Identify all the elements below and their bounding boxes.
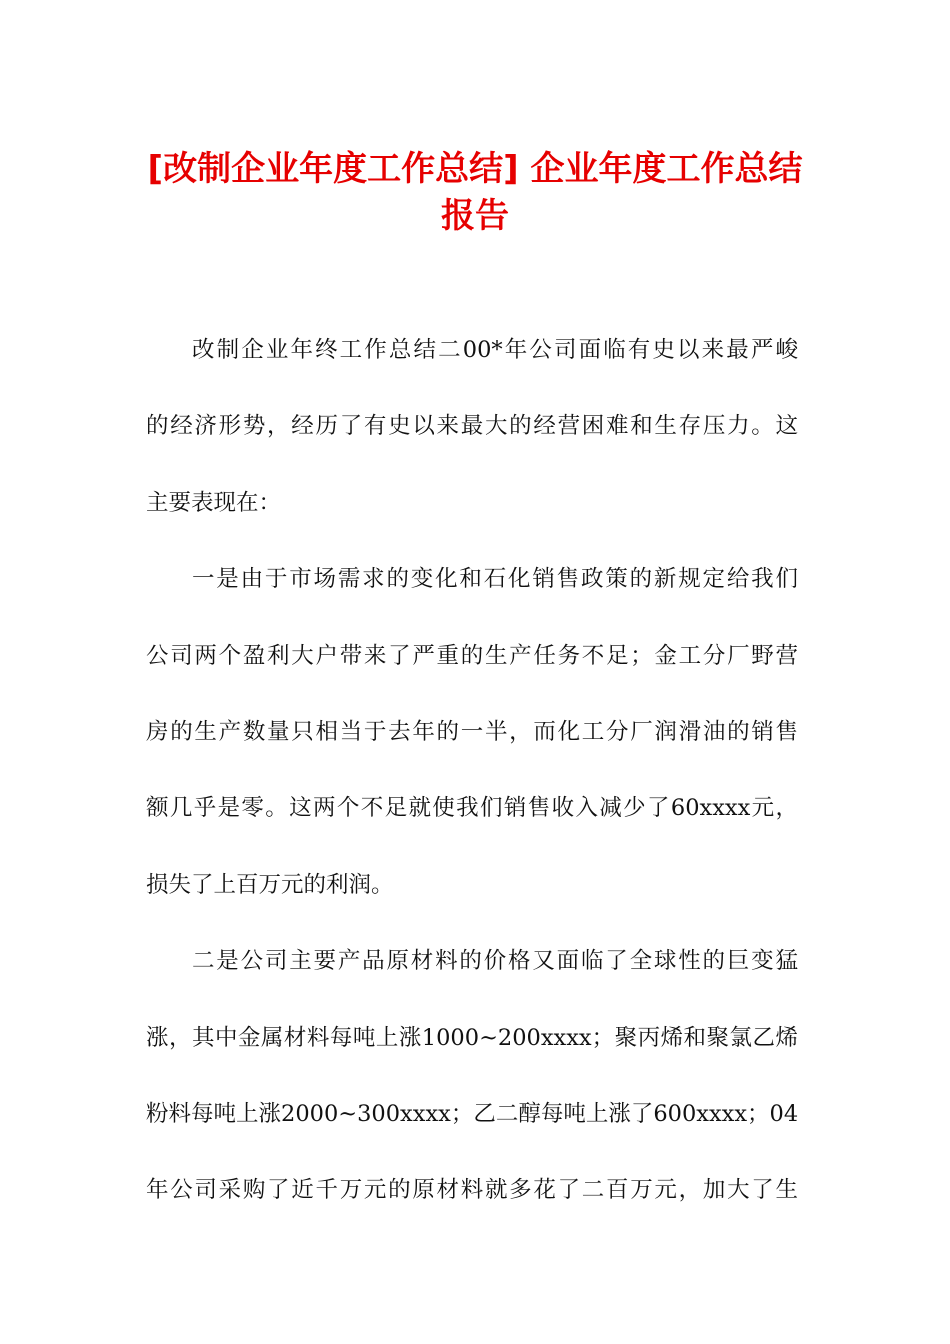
paragraph-line: 的经济形势，经历了有史以来最大的经营困难和生存压力。这 bbox=[146, 413, 798, 440]
paragraph-line: 公司两个盈利大户带来了严重的生产任务不足；金工分厂野营 bbox=[146, 642, 798, 669]
paragraph-line: 房的生产数量只相当于去年的一半，而化工分厂润滑油的销售 bbox=[146, 718, 798, 745]
paragraph-line: 一是由于市场需求的变化和石化销售政策的新规定给我们 bbox=[192, 566, 798, 593]
paragraph-line: 改制企业年终工作总结二00*年公司面临有史以来最严峻 bbox=[192, 337, 798, 363]
paragraph-line: 二是公司主要产品原材料的价格又面临了全球性的巨变猛 bbox=[192, 948, 798, 975]
paragraph-line: 主要表现在： bbox=[146, 489, 282, 516]
title-line-1: [改制企业年度工作总结] 企业年度工作总结 bbox=[147, 149, 803, 189]
paragraph-line: 涨，其中金属材料每吨上涨1000~200xxxx；聚丙烯和聚氯乙烯 bbox=[146, 1024, 798, 1051]
title-line-2: 报告 bbox=[441, 196, 509, 236]
document-title bbox=[120, 146, 830, 240]
paragraph-line: 额几乎是零。这两个不足就使我们销售收入减少了60xxxx元， bbox=[146, 795, 798, 822]
paragraph-line: 粉料每吨上涨2000~300xxxx；乙二醇每吨上涨了600xxxx；04 bbox=[146, 1100, 799, 1127]
paragraph-line: 年公司采购了近千万元的原材料就多花了二百万元，加大了生 bbox=[146, 1177, 798, 1204]
body-text bbox=[146, 326, 798, 1243]
paragraph-line: 损失了上百万元的利润。 bbox=[146, 871, 394, 898]
